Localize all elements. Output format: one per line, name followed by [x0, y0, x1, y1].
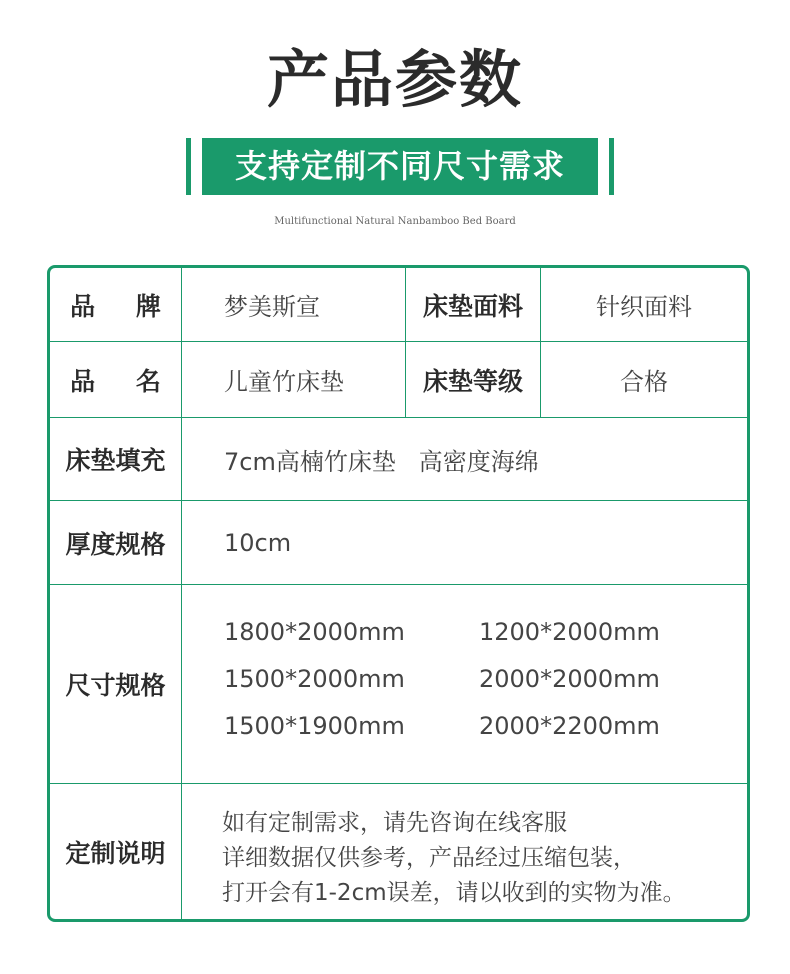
- custom-note-line: 如有定制需求，请先咨询在线客服: [222, 810, 567, 836]
- custom-note-line: 打开会有1-2cm误差，请以收到的实物为准。: [222, 880, 686, 906]
- product-name-label: 品 名: [70, 366, 177, 396]
- banner-left-bar: [186, 138, 191, 195]
- size-item: 1800*2000mm: [224, 618, 405, 646]
- custom-note-line: 详细数据仅供参考，产品经过压缩包装，: [222, 845, 636, 871]
- grade-value: 合格: [620, 368, 668, 396]
- size-label: 尺寸规格: [65, 671, 166, 700]
- filling-label: 床垫填充: [65, 446, 166, 475]
- brand-label: 品 牌: [70, 291, 177, 321]
- fabric-label: 床垫面料: [422, 291, 523, 321]
- parameter-table: [47, 265, 750, 922]
- size-item: 2000*2000mm: [479, 665, 660, 693]
- english-subtitle: Multifunctional Natural Nanbamboo Bed Board: [274, 216, 516, 227]
- brand-value: 梦美斯宣: [224, 293, 320, 321]
- size-item: 2000*2200mm: [479, 712, 660, 740]
- size-item: 1500*2000mm: [224, 665, 405, 693]
- grade-label: 床垫等级: [422, 366, 523, 396]
- product-name-value: 儿童竹床垫: [224, 368, 344, 396]
- fabric-value: 针织面料: [596, 293, 692, 321]
- filling-value: 7cm高楠竹床垫 高密度海绵: [224, 447, 539, 476]
- thickness-label: 厚度规格: [65, 529, 166, 559]
- size-item: 1500*1900mm: [224, 712, 405, 740]
- banner-text: 支持定制不同尺寸需求: [202, 138, 598, 195]
- custom-label: 定制说明: [65, 838, 166, 868]
- size-item: 1200*2000mm: [479, 618, 660, 646]
- page-title: 产品参数: [266, 43, 523, 116]
- thickness-value: 10cm: [224, 528, 292, 557]
- banner: [186, 138, 614, 195]
- banner-right-bar: [609, 138, 614, 195]
- column-divider: [181, 268, 182, 919]
